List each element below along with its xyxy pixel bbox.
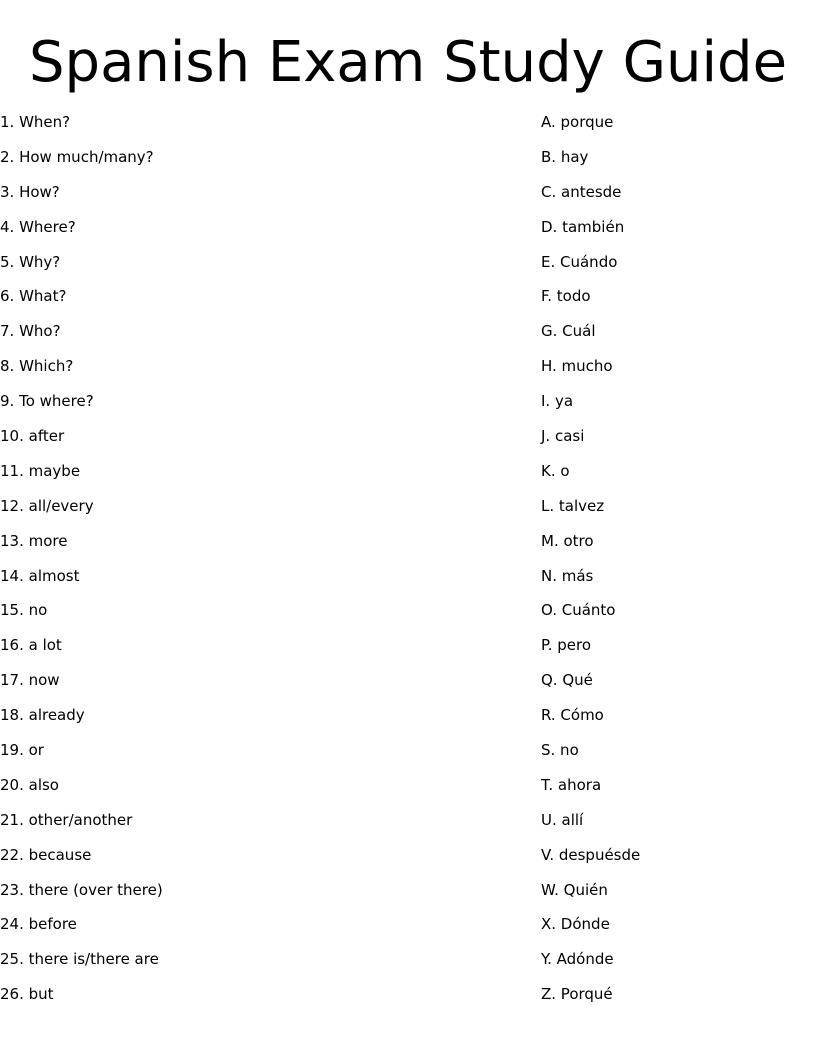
question-item: 9. To where? bbox=[0, 392, 94, 411]
answer-item: T. ahora bbox=[541, 775, 602, 794]
question-item: 25. there is/there are bbox=[0, 950, 159, 969]
question-item: 3. How? bbox=[0, 182, 60, 201]
question-item: 6. What? bbox=[0, 287, 67, 306]
question-item: 4. Where? bbox=[0, 217, 76, 236]
question-item: 19. or bbox=[0, 741, 44, 760]
question-item: 20. also bbox=[0, 775, 59, 794]
answer-list bbox=[541, 110, 811, 1017]
answer-item: M. otro bbox=[541, 531, 594, 550]
answer-item: Y. Adónde bbox=[541, 950, 614, 969]
question-item: 7. Who? bbox=[0, 322, 61, 341]
answer-item: Q. Qué bbox=[541, 671, 593, 690]
answer-item: J. casi bbox=[541, 427, 585, 446]
question-item: 18. already bbox=[0, 706, 85, 725]
question-item: 10. after bbox=[0, 427, 65, 446]
answer-item: D. también bbox=[541, 217, 625, 236]
question-item: 13. more bbox=[0, 531, 68, 550]
question-item: 8. Which? bbox=[0, 357, 74, 376]
answer-item: F. todo bbox=[541, 287, 591, 306]
answer-item: I. ya bbox=[541, 392, 574, 411]
answer-item: P. pero bbox=[541, 636, 592, 655]
question-item: 22. because bbox=[0, 845, 92, 864]
answer-item: N. más bbox=[541, 566, 594, 585]
page-title: Spanish Exam Study Guide bbox=[28, 30, 788, 95]
answer-item: C. antesde bbox=[541, 182, 622, 201]
question-item: 23. there (over there) bbox=[0, 880, 163, 899]
answer-item: E. Cuándo bbox=[541, 252, 618, 271]
answer-item: U. allí bbox=[541, 810, 584, 829]
answer-item: A. porque bbox=[541, 113, 614, 131]
question-item: 2. How much/many? bbox=[0, 147, 154, 166]
question-item: 5. Why? bbox=[0, 252, 61, 271]
question-item: 15. no bbox=[0, 601, 48, 620]
question-item: 21. other/another bbox=[0, 810, 133, 829]
answer-item: H. mucho bbox=[541, 357, 613, 376]
answer-item: L. talvez bbox=[541, 496, 605, 515]
answer-item: B. hay bbox=[541, 147, 589, 166]
answer-item: X. Dónde bbox=[541, 915, 610, 934]
question-item: 16. a lot bbox=[0, 636, 62, 655]
answer-item: K. o bbox=[541, 461, 570, 480]
question-item: 26. but bbox=[0, 985, 54, 1004]
answer-item: G. Cuál bbox=[541, 322, 596, 341]
question-item: 17. now bbox=[0, 671, 60, 690]
question-item: 24. before bbox=[0, 915, 77, 934]
question-item: 1. When? bbox=[0, 113, 71, 131]
answer-item: V. despuésde bbox=[541, 845, 641, 864]
question-list bbox=[0, 110, 500, 1017]
answer-item: W. Quién bbox=[541, 880, 608, 899]
question-item: 11. maybe bbox=[0, 461, 81, 480]
answer-item: S. no bbox=[541, 741, 579, 760]
question-item: 14. almost bbox=[0, 566, 80, 585]
question-item: 12. all/every bbox=[0, 496, 94, 515]
answer-item: Z. Porqué bbox=[541, 985, 613, 1004]
answer-item: O. Cuánto bbox=[541, 601, 616, 620]
answer-item: R. Cómo bbox=[541, 706, 604, 725]
